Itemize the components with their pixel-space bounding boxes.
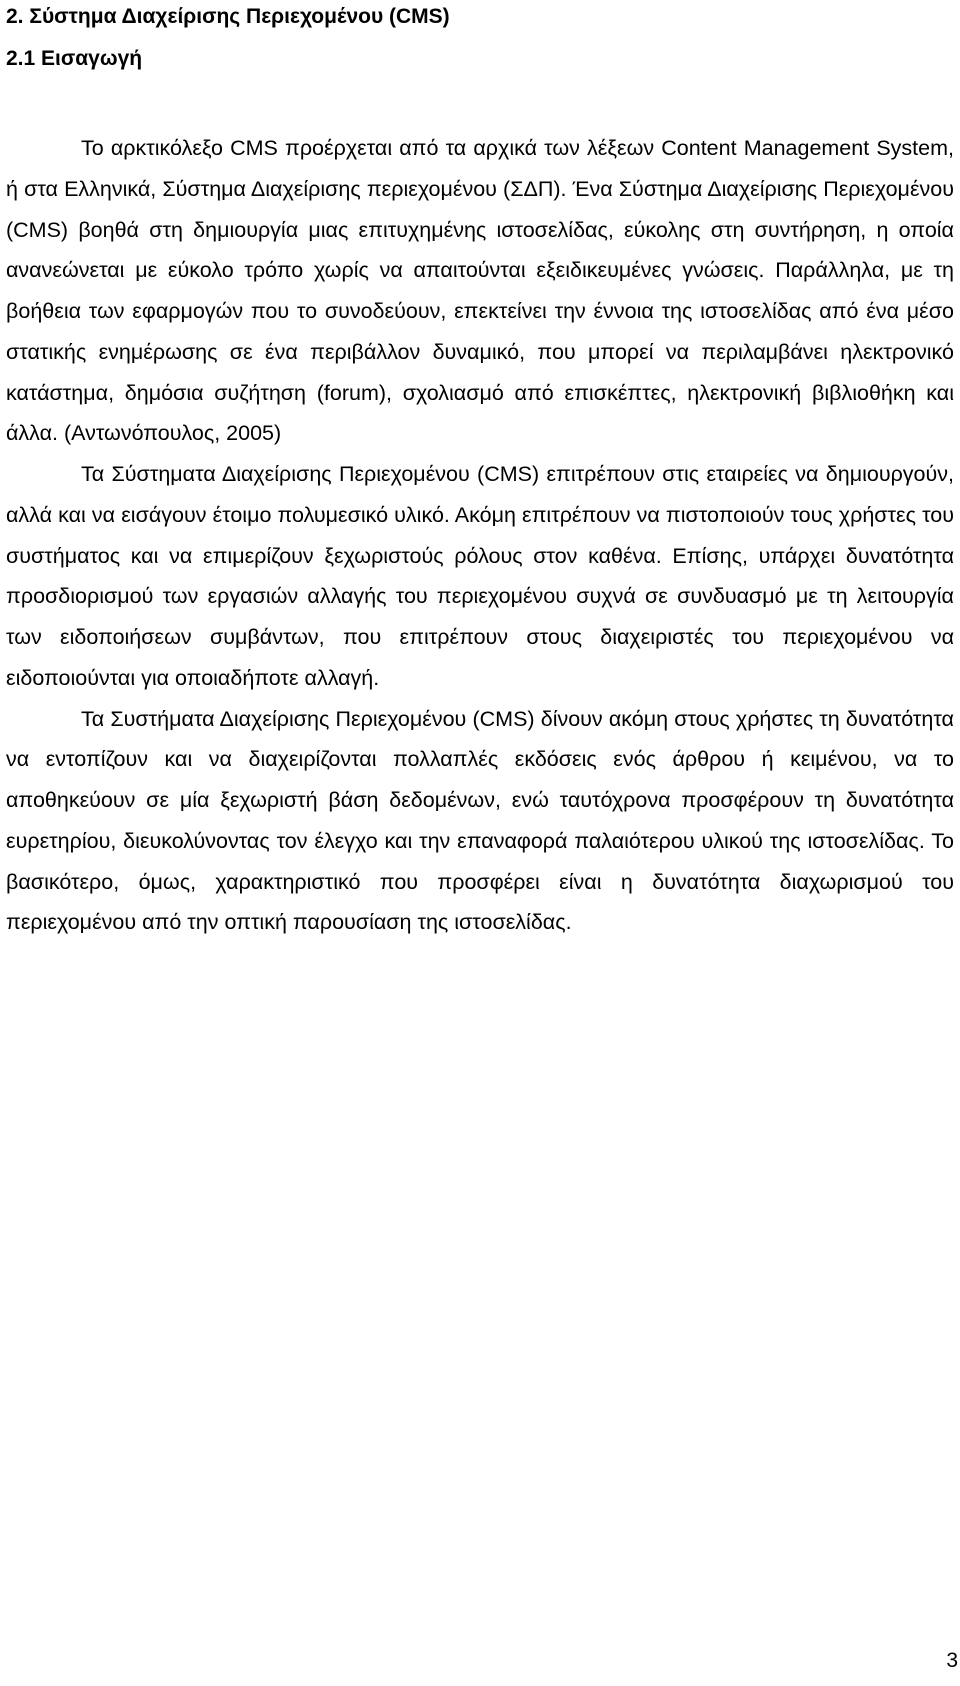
section-heading: 2. Σύστημα Διαχείρισης Περιεχομένου (CMS) [6,5,450,28]
page-number: 3 [946,1649,958,1672]
paragraph-features: Τα Σύστηματα Διαχείρισης Περιεχομένου (CMS) επιτρέπουν στις εταιρείες να δημιουργούν, αλλά και να εισάγουν έτοιμο πολυμεσικό υλικό. Ακόμη επιτρέπουν να πιστοποιούν τους χρήστες του συστήματος και να επιμερίζουν ξεχωριστούς ρόλους στον καθένα. Επίσης, υπάρχει δυνατότητα προσδιορισμού των εργασιών αλλαγής του περιεχομένου συχνά σε συνδυασμό με τη λειτουργία των ειδοποιήσεων συμβάντων, που επιτρέπουν στους διαχειριστές του περιεχομένου να ειδοποιούνται για οποιαδήποτε αλλαγή. [6,462,954,690]
subsection-heading: 2.1 Εισαγωγή [6,47,143,70]
body-text [6,128,954,943]
paragraph-intro: Το αρκτικόλεξο CMS προέρχεται από τα αρχικά των λέξεων Content Management System, ή στα Ελληνικά, Σύστημα Διαχείρισης περιεχομένου (ΣΔΠ). Ένα Σύστημα Διαχείρισης Περιεχομένου (CMS) βοηθά στη δημιουργία μιας επιτυχημένης ιστοσελίδας, εύκολης στη συντήρηση, η οποία ανανεώνεται με εύκολο τρόπο χωρίς να απαιτούνται εξειδικευμένες γνώσεις. Παράλληλα, με τη βοήθεια των εφαρμογών που το συνοδεύουν, επεκτείνει την έννοια της ιστοσελίδας από ένα μέσο στατικής ενημέρωσης σε ένα περιβάλλον δυναμικό, που μπορεί να περιλαμβάνει ηλεκτρονικό κατάστημα, δημόσια συζήτηση (forum), σχολιασμό από επισκέπτες, ηλεκτρονική βιβλιοθήκη και άλλα. (Αντωνόπουλος, 2005) [6,136,954,446]
paragraph-versions: Τα Συστήματα Διαχείρισης Περιεχομένου (CMS) δίνουν ακόμη στους χρήστες τη δυνατότητα να εντοπίζουν και να διαχειρίζονται πολλαπλές εκδόσεις ενός άρθρου ή κειμένου, να το αποθηκεύουν σε μία ξεχωριστή βάση δεδομένων, ενώ ταυτόχρονα προσφέρουν τη δυνατότητα ευρετηρίου, διευκολύνοντας τον έλεγχο και την επαναφορά παλαιότερου υλικού της ιστοσελίδας. Το βασικότερο, όμως, χαρακτηριστικό που προσφέρει είναι η δυνατότητα διαχωρισμού του περιεχομένου από την οπτική παρουσίαση της ιστοσελίδας. [6,706,954,935]
